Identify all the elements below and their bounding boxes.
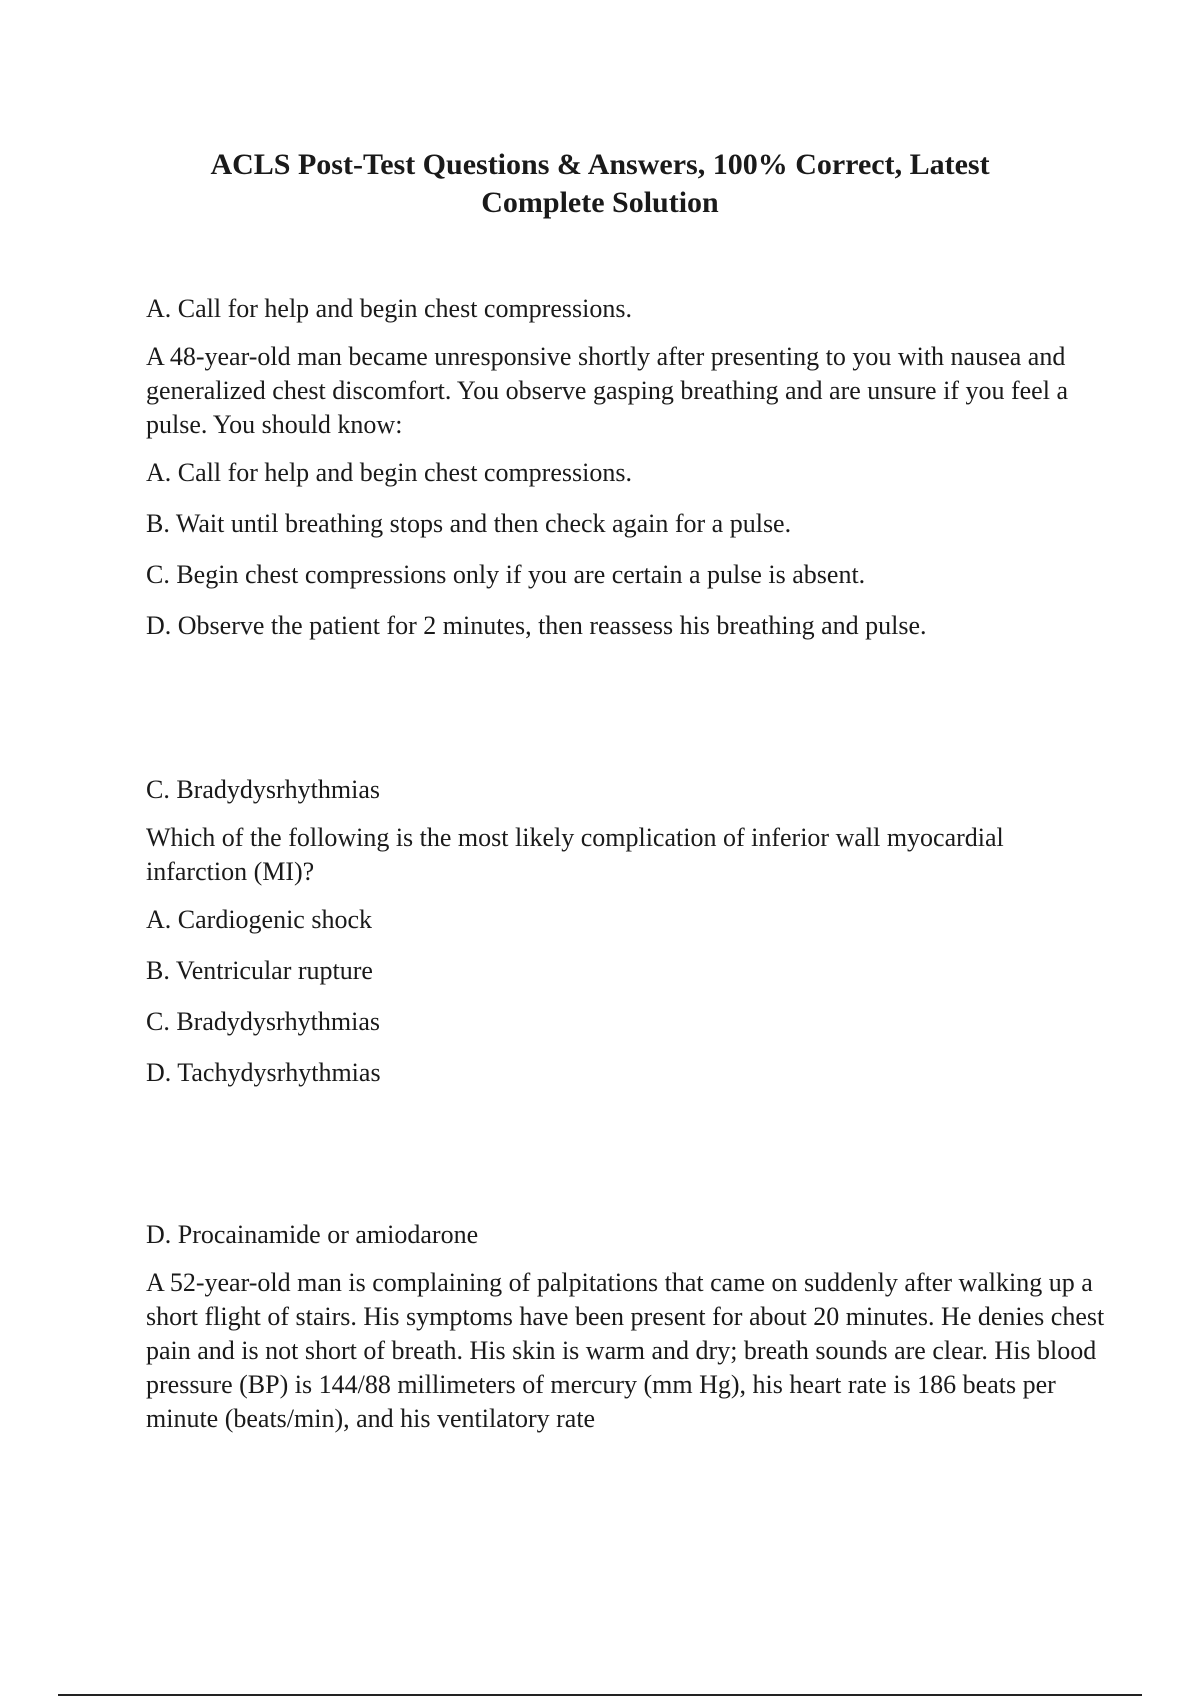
qa-block: [146, 292, 1106, 660]
option-c: C. Bradydysrhythmias: [146, 1007, 380, 1036]
answer-line: D. Procainamide or amiodarone: [146, 1220, 479, 1249]
question-text: A 52-year-old man is complaining of palpitations that came on suddenly after walking up a short flight of stairs. His symptoms have been present for about 20 minutes. He denies chest pain and is not short of breath. His skin is warm and dry; breath sounds are clear. His blood pressure (BP) is 144/88 millimeters of mercury (mm Hg), his heart rate is 186 beats per minute (beats/min), and his ventilatory rate: [146, 1268, 1105, 1433]
question-text: A 48-year-old man became unresponsive shortly after presenting to you with nausea and generalized chest discomfort. You observe gasping breathing and are unsure if you feel a pulse. You should know:: [146, 342, 1068, 439]
option-b: B. Ventricular rupture: [146, 956, 373, 985]
option-a: A. Call for help and begin chest compressions.: [146, 458, 632, 487]
option-d: D. Observe the patient for 2 minutes, then reassess his breathing and pulse.: [146, 611, 927, 640]
title-line-1: ACLS Post-Test Questions & Answers, 100% Correct, Latest: [210, 148, 990, 181]
answer-line: A. Call for help and begin chest compressions.: [146, 294, 632, 323]
page-title: [100, 146, 1100, 222]
footer-divider: [58, 1694, 1142, 1696]
option-d: D. Tachydysrhythmias: [146, 1058, 381, 1087]
question-text: Which of the following is the most likely complication of inferior wall myocardial infarction (MI)?: [146, 823, 1004, 886]
qa-block: [146, 1218, 1106, 1450]
option-b: B. Wait until breathing stops and then check again for a pulse.: [146, 509, 792, 538]
option-c: C. Begin chest compressions only if you are certain a pulse is absent.: [146, 560, 866, 589]
title-line-2: Complete Solution: [481, 186, 719, 219]
qa-block: [146, 773, 1106, 1107]
answer-line: C. Bradydysrhythmias: [146, 775, 380, 804]
option-a: A. Cardiogenic shock: [146, 905, 373, 934]
